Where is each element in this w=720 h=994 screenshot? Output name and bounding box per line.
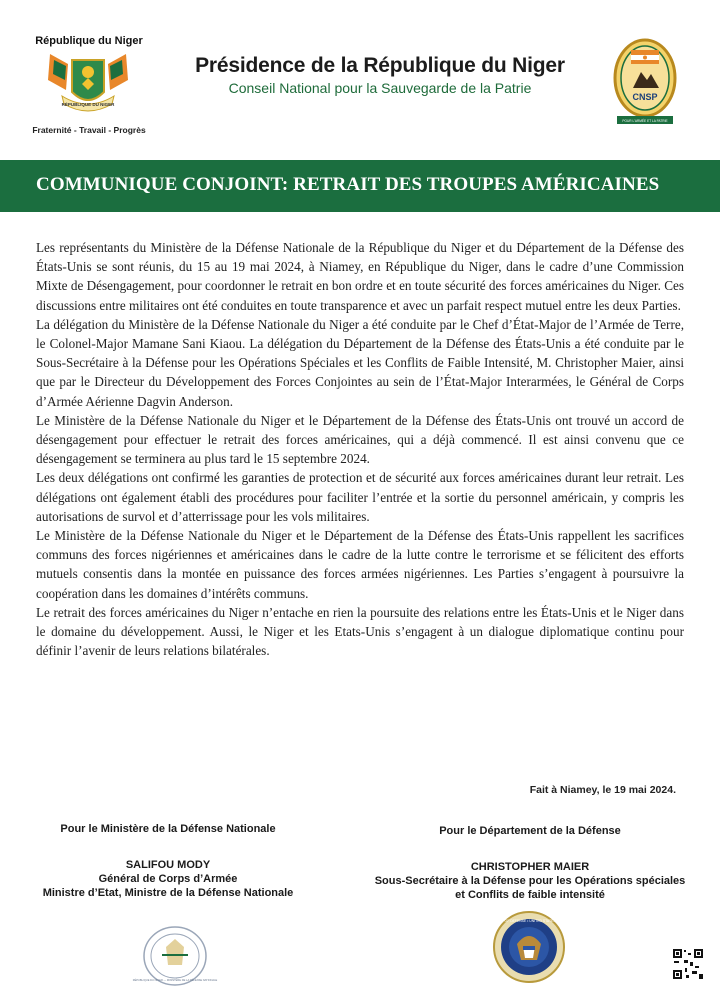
emblem-ribbon: RÉPUBLIQUE DU NIGER (61, 102, 115, 107)
niger-coat-of-arms-icon (42, 50, 134, 122)
signature-block-us (372, 824, 688, 902)
signatory-role: Sous-Secrétaire à la Défense pour les Opérations spéciales et Conflits de faible intensité (374, 875, 686, 901)
department-of-defense-seal-icon (480, 910, 578, 984)
signatory-name: CHRISTOPHER MAIER (470, 861, 590, 873)
signatory-rank: Général de Corps d’Armée (98, 873, 238, 885)
page-subtitle: Conseil National pour la Sauvegarde de la Patrie (228, 80, 532, 96)
title-block (170, 54, 590, 96)
signature-block-niger (38, 822, 298, 900)
title-banner (0, 160, 720, 212)
qr-code-icon (672, 948, 704, 980)
cnsp-ribbon-text: POUR L'ARMÉE ET LA PATRIE (622, 119, 668, 123)
communique-title: COMMUNIQUE CONJOINT: RETRAIT DES TROUPES AMÉRICAINES (36, 174, 660, 195)
country-name: République du Niger (35, 35, 143, 47)
cnsp-logo-icon (611, 36, 679, 128)
date-place-line: Fait à Niamey, le 19 mai 2024. (529, 784, 676, 796)
signature-heading: Pour le Ministère de la Défense Nationale (60, 823, 276, 835)
cnsp-logo-label: CNSP (632, 92, 658, 102)
ministry-stamp-icon (132, 925, 218, 987)
body-paragraph: Le retrait des forces américaines du Niger n’entache en rien la poursuite des relations entre les États-Unis et le Niger dans le domaine du développement. Aussi, le Niger et les Etats-Unis s’engagent à un dialogue diplomatique continu pour définir l’avenir de leurs relations bilatérales. (36, 604, 684, 659)
communique-body (36, 238, 684, 660)
signatory-name: SALIFOU MODY (125, 859, 211, 871)
body-paragraph: Le Ministère de la Défense Nationale du Niger et le Département de la Défense des États-Unis rappellent les sacrifices communs des forces nigériennes et américaines dans le cadre de la lutte contre le terrorisme et se félicitent des efforts mutuels consentis dans la montée en puissance des forces armées nigériennes. Les Parties s’engagent à poursuivre la coopération dans les domaines d’intérêts communs. (36, 528, 684, 601)
stamp-label: RÉPUBLIQUE DU NIGER — MINISTÈRE DE LA DÉFENSE NATIONALE (132, 979, 218, 982)
signature-heading: Pour le Département de la Défense (439, 825, 621, 837)
body-paragraph: Le Ministère de la Défense Nationale du Niger et le Département de la Défense des États-Unis ont trouvé un accord de désengagement pour effectuer le retrait des forces américaines, qui a déjà commencé. Il est ainsi convenu que ce désengagement se terminera au plus tard le 15 septembre 2024. (36, 412, 684, 467)
document-header (0, 0, 720, 160)
body-paragraph: Les représentants du Ministère de la Défense Nationale de la République du Niger et du Département de la Défense des États-Unis se sont réunis, du 15 au 19 mai 2024, à Niamey, en République du Niger, dans le cadre d’une Commission Mixte de Désengagement, pour coordonner le retrait en bon ordre et en toute sécurité des forces américaines du Niger. Ces discussions entre militaires ont été conduites en toute transparence et avec un parfait respect mutuel entre les deux Parties. (36, 240, 684, 313)
body-paragraph: Les deux délégations ont confirmé les garanties de protection et de sécurité aux forces américaines durant leur retrait. Les délégations ont également établi des procédures pour faciliter l’entrée et la sortie du personnel américain, y compris les autorisations de survol et d’atterrissage pour les vols militaires. (36, 470, 684, 524)
seal-label: DEPARTMENT OF DEFENSE • UNITED STATES OF AMERICA (480, 919, 578, 923)
signatory-role: Ministre d’Etat, Ministre de la Défense Nationale (42, 887, 294, 899)
national-motto: Fraternité - Travail - Progrès (32, 125, 146, 135)
body-paragraph: La délégation du Ministère de la Défense Nationale du Niger a été conduite par le Chef d’État-Major de l’Armée de Terre, le Colonel-Major Mamane Sani Kiaou. La délégation du Département de la Défense des États-Unis a été conduite par le Sous-Secrétaire à la Défense pour les Opérations Spéciales et les Conflits de Faible Intensité, M. Christopher Maier, ainsi que par le Directeur du Développement des Forces Conjointes au sein de l’État-Major Interarmées, le Général de Corps d’Armée Aérienne Dagvin Anderson. (36, 316, 684, 409)
page-title: Présidence de la République du Niger (195, 54, 565, 77)
